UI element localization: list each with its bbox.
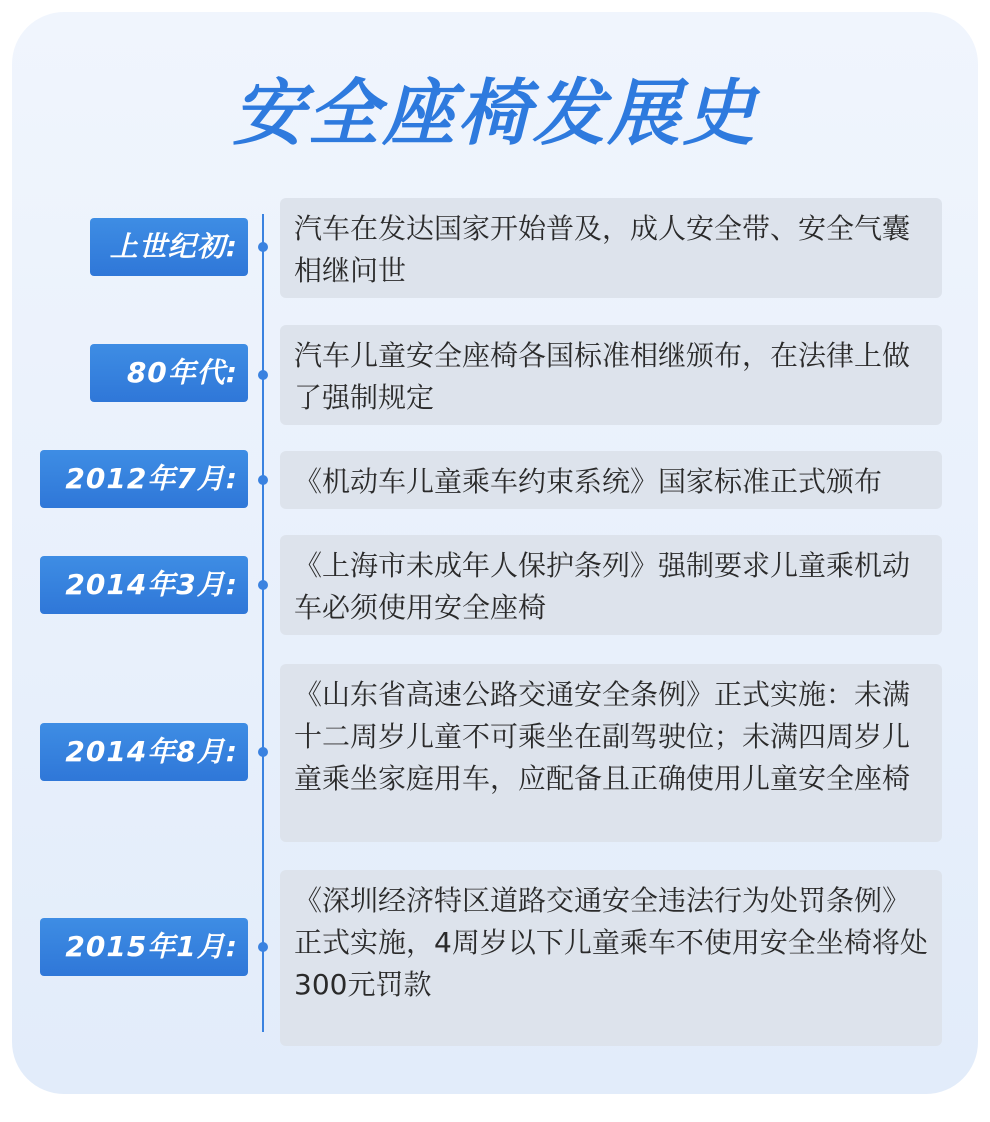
timeline-dot (258, 370, 268, 380)
date-tag: 2012年7月: (40, 450, 248, 508)
event-description: 《机动车儿童乘车约束系统》国家标准正式颁布 (280, 451, 942, 509)
date-tag: 上世纪初: (90, 218, 248, 276)
event-description: 《上海市未成年人保护条列》强制要求儿童乘机动车必须使用安全座椅 (280, 535, 942, 635)
event-description: 汽车在发达国家开始普及，成人安全带、安全气囊相继问世 (280, 198, 942, 298)
timeline-dot (258, 942, 268, 952)
page-title: 安全座椅发展史 (232, 71, 758, 155)
timeline-dot (258, 580, 268, 590)
event-description: 《深圳经济特区道路交通安全违法行为处罚条例》正式实施，4周岁以下儿童乘车不使用安全坐椅将处300元罚款 (280, 870, 942, 1046)
date-tag: 2015年1月: (40, 918, 248, 976)
date-tag: 2014年3月: (40, 556, 248, 614)
date-tag: 2014年8月: (40, 723, 248, 781)
timeline-dot (258, 242, 268, 252)
timeline-dot (258, 747, 268, 757)
timeline-dot (258, 475, 268, 485)
timeline-line (262, 214, 264, 1032)
date-tag: 80年代: (90, 344, 248, 402)
event-description: 《山东省高速公路交通安全条例》正式实施：未满十二周岁儿童不可乘坐在副驾驶位；未满四周岁儿童乘坐家庭用车，应配备且正确使用儿童安全座椅 (280, 664, 942, 842)
event-description: 汽车儿童安全座椅各国标准相继颁布，在法律上做了强制规定 (280, 325, 942, 425)
